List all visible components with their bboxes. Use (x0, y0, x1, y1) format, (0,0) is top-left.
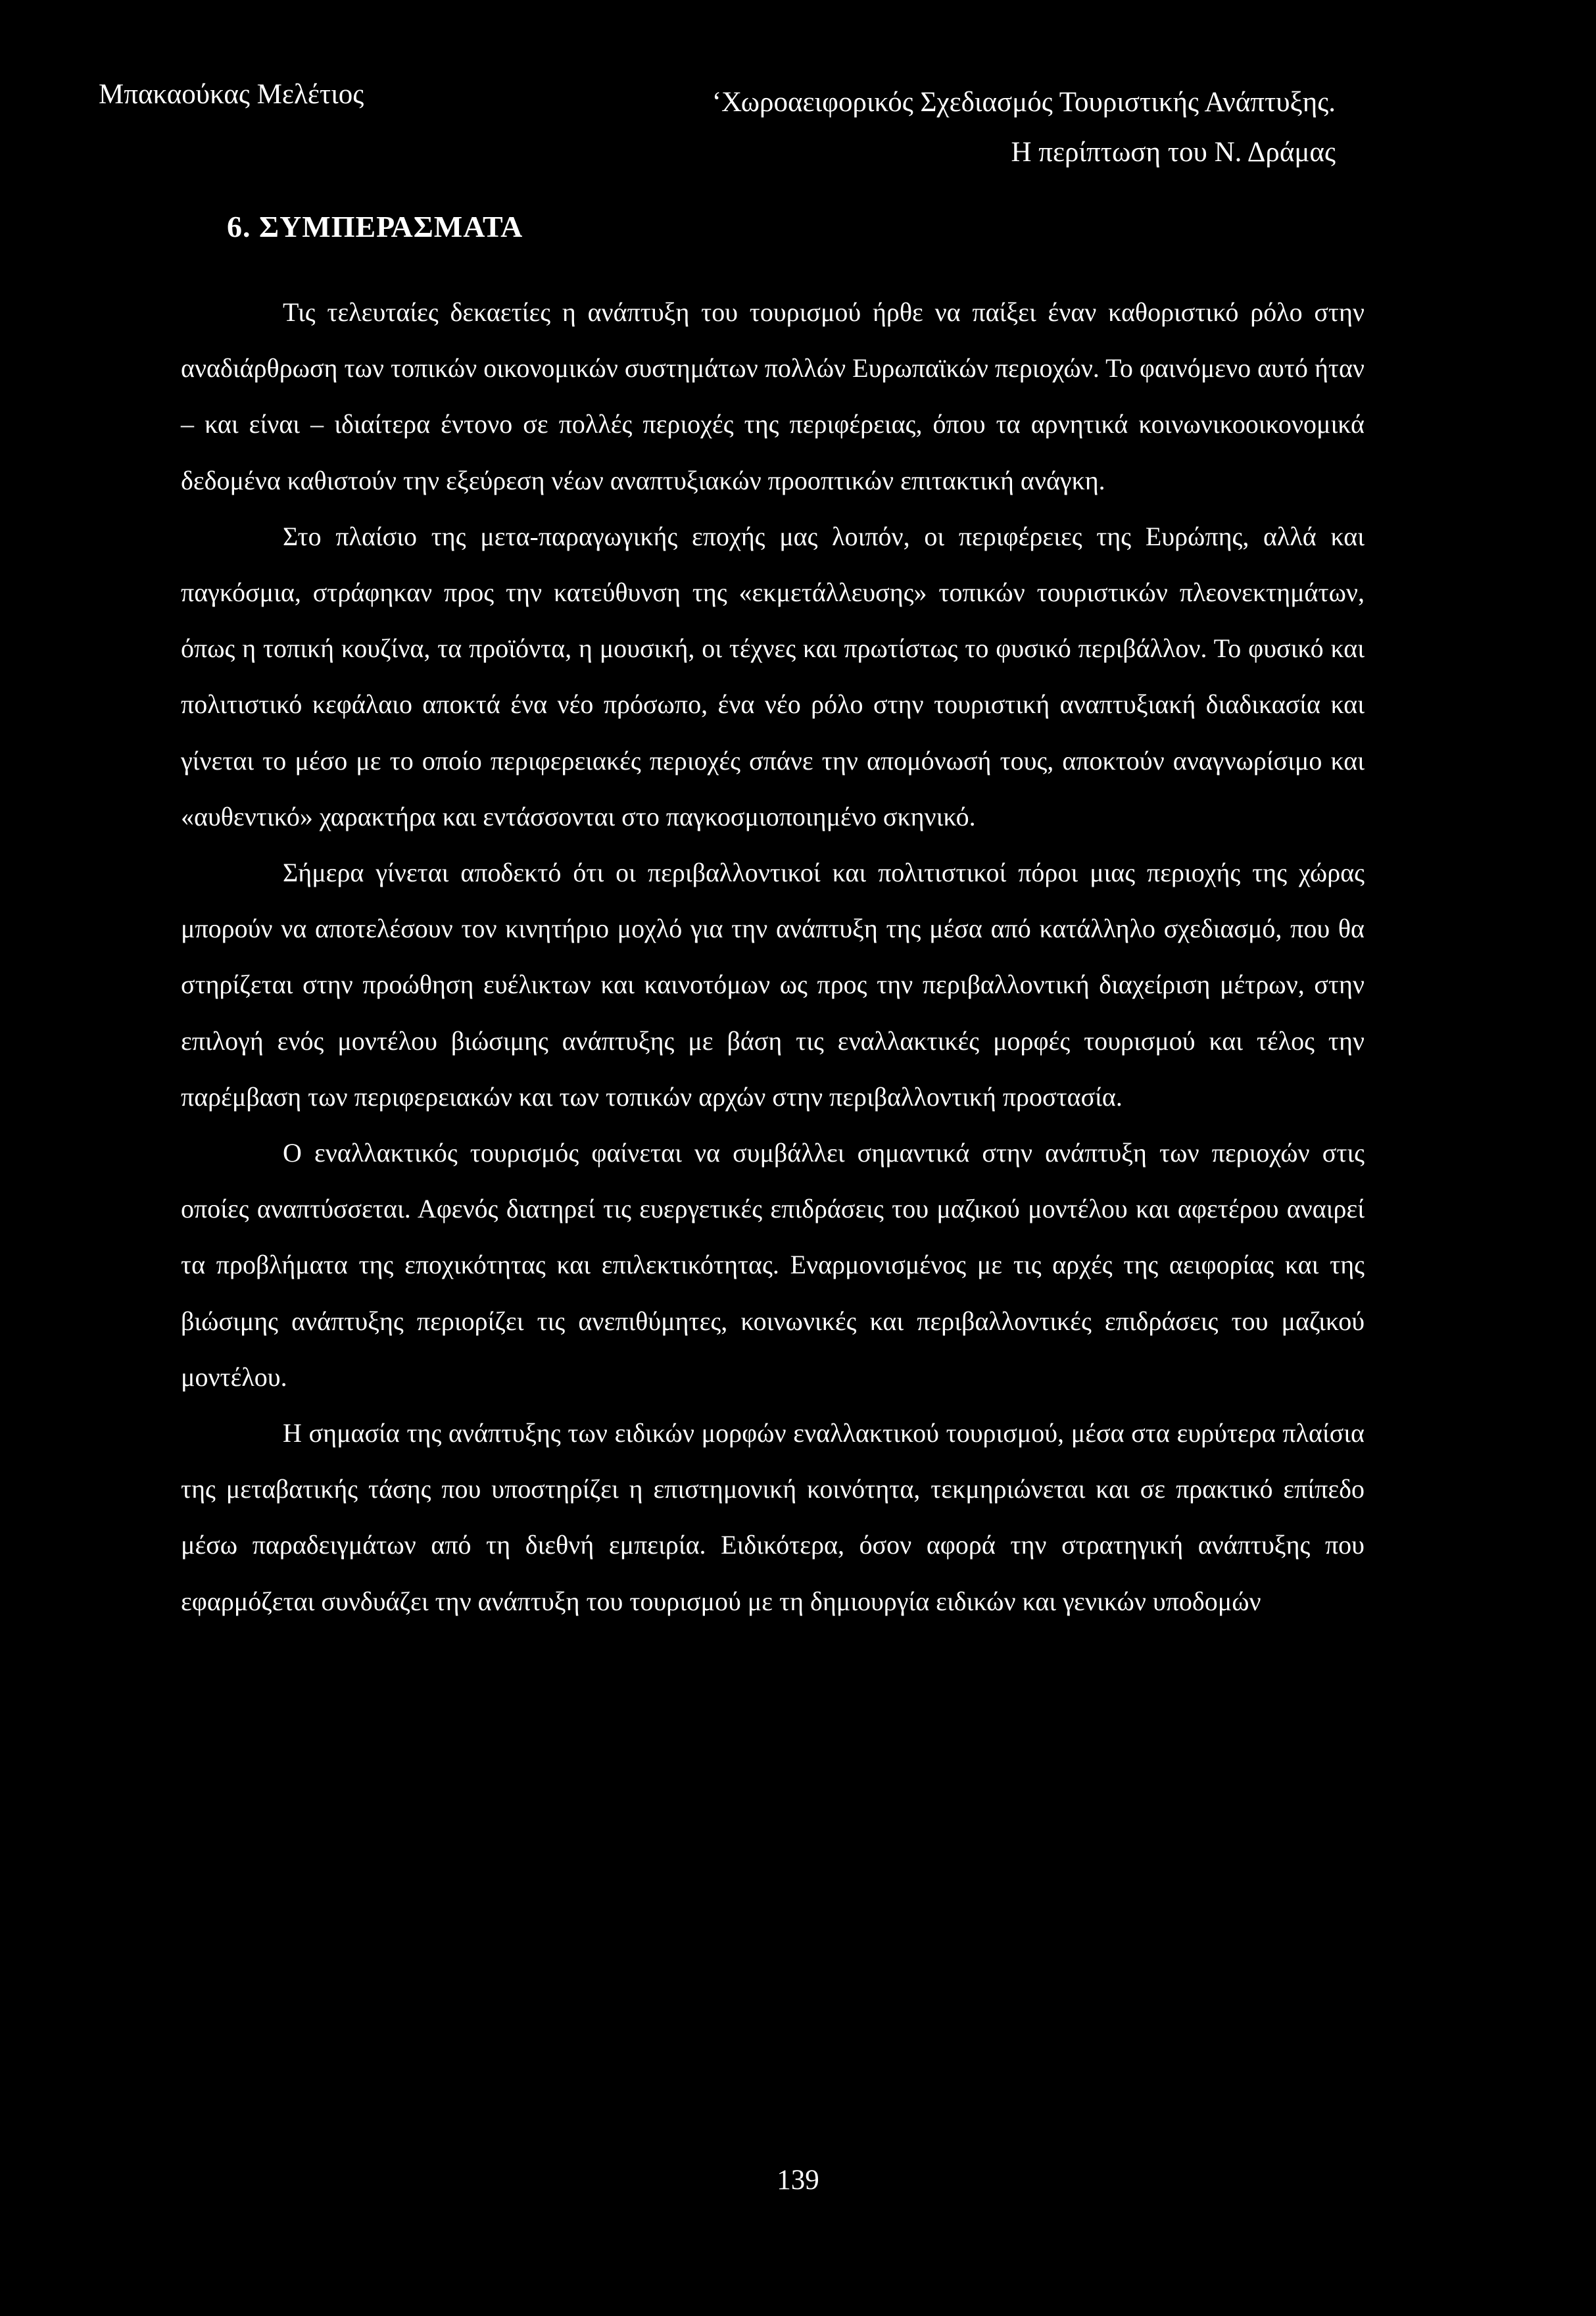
paragraph: Η σημασία της ανάπτυξης των ειδικών μορφών εναλλακτικού τουρισμού, μέσα στα ευρύτερα πλαίσια της μεταβατικής τάσης που υποστηρίζει η επιστημονική κοινότητα, τεκμηριώνεται και σε πρακτικό επίπεδο μέσω παραδειγμάτων από τη διεθνή εμπειρία. Ειδικότερα, όσον αφορά την στρατηγική ανάπτυξης που εφαρμόζεται συνδυάζει την ανάπτυξη του τουρισμού με τη δημιουργία ειδικών και γενικών υποδομών (181, 1418, 1365, 1616)
paragraph: Τις τελευταίες δεκαετίες η ανάπτυξη του τουρισμού ήρθε να παίξει έναν καθοριστικό ρόλο στην αναδιάρθρωση των τοπικών οικονομικών συστημάτων πολλών Ευρωπαϊκών περιοχών. Το φαινόμενο αυτό ήταν – και είναι – ιδιαίτερα έντονο σε πολλές περιοχές της περιφέρειας, όπου τα αρνητικά κοινωνικοοικονομικά δεδομένα καθιστούν την εξεύρεση νέων αναπτυξιακών προοπτικών επιτακτική ανάγκη. (181, 297, 1365, 495)
body-text (181, 284, 1365, 1629)
running-header-title-line2: Η περίπτωση του Ν. Δράμας (1011, 137, 1336, 168)
paragraph: Ο εναλλακτικός τουρισμός φαίνεται να συμβάλλει σημαντικά στην ανάπτυξη των περιοχών στις οποίες αναπτύσσεται. Αφενός διατηρεί τις ευεργετικές επιδράσεις του μαζικού μοντέλου και αφετέρου αναιρεί τα προβλήματα της εποχικότητας και επιλεκτικότητας. Εναρμονισμένος με τις αρχές της αειφορίας και της βιώσιμης ανάπτυξης περιορίζει τις ανεπιθύμητες, κοινωνικές και περιβαλλοντικές επιδράσεις του μαζικού μοντέλου. (181, 1138, 1365, 1392)
page-number: 139 (777, 2165, 819, 2196)
running-header-author: Μπακαούκας Μελέτιος (99, 79, 364, 110)
running-header-title (712, 78, 1336, 178)
running-header-title-line1: ‘Χωροαειφορικός Σχεδιασμός Τουριστικής Ανάπτυξης. (712, 87, 1336, 118)
paragraph: Στο πλαίσιο της μετα-παραγωγικής εποχής μας λοιπόν, οι περιφέρειες της Ευρώπης, αλλά και παγκόσμια, στράφηκαν προς την κατεύθυνση της «εκμετάλλευσης» τοπικών τουριστικών πλεονεκτημάτων, όπως η τοπική κουζίνα, τα προϊόντα, η μουσική, οι τέχνες και πρωτίστως το φυσικό περιβάλλον. Το φυσικό και πολιτιστικό κεφάλαιο αποκτά ένα νέο πρόσωπο, ένα νέο ρόλο στην τουριστική αναπτυξιακή διαδικασία και γίνεται το μέσο με το οποίο περιφερειακές περιοχές σπάνε την απομόνωσή τους, αποκτούν αναγνωρίσιμο και «αυθεντικό» χαρακτήρα και εντάσσονται στο παγκοσμιοποιημένο σκηνικό. (181, 521, 1365, 831)
section-heading: 6. ΣΥΜΠΕΡΑΣΜΑΤΑ (227, 210, 523, 243)
paragraph: Σήμερα γίνεται αποδεκτό ότι οι περιβαλλοντικοί και πολιτιστικοί πόροι μιας περιοχής της χώρας μπορούν να αποτελέσουν τον κινητήριο μοχλό για την ανάπτυξη της μέσα από κατάλληλο σχεδιασμό, που θα στηρίζεται στην προώθηση ευέλικτων και καινοτόμων ως προς την περιβαλλοντική διαχείριση μέτρων, στην επιλογή ενός μοντέλου βιώσιμης ανάπτυξης με βάση τις εναλλακτικές μορφές τουρισμού και τέλος την παρέμβαση των περιφερειακών και των τοπικών αρχών στην περιβαλλοντική προστασία. (181, 858, 1365, 1112)
